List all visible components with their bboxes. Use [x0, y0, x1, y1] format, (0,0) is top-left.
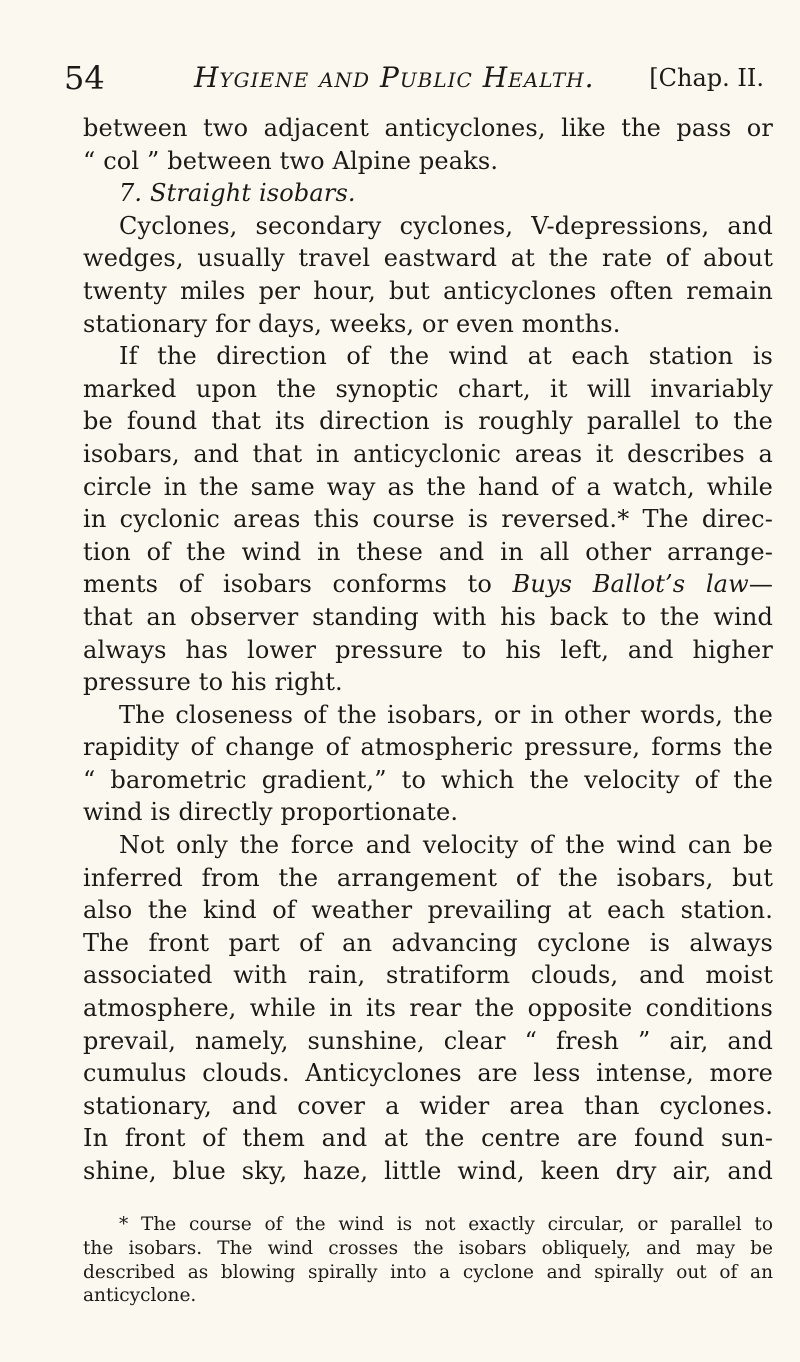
chapter-reference: [Chap. II.: [649, 64, 764, 92]
footnote-line: anticyclone.: [83, 1285, 197, 1307]
text-line: wedges, usually travel eastward at the rate of about: [83, 244, 773, 273]
text-line: prevail, namely, sunshine, clear “ fresh ” air, and: [83, 1026, 773, 1055]
running-title: Hygiene and Public Health.: [194, 61, 595, 94]
footnote: [83, 1213, 773, 1308]
text-line: twenty miles per hour, but anticyclones often remain: [83, 276, 773, 305]
text-line: cumulus clouds. Anticyclones are less intense, more: [83, 1059, 773, 1088]
text-line: Not only the force and velocity of the wind can be: [119, 831, 773, 860]
text-line: that an observer standing with his back to the wind: [83, 602, 773, 631]
text-line: be found that its direction is roughly parallel to the: [83, 407, 773, 436]
section-heading: 7. Straight isobars.: [119, 179, 356, 208]
page-number: 54: [64, 59, 105, 97]
text-line-with-italic-law: ments of isobars conforms to Buys Ballot’s law—: [83, 570, 773, 599]
body-text: [83, 112, 773, 1188]
footnote-line: described as blowing spirally into a cyclone and spirally out of an: [83, 1261, 773, 1283]
text-line: “ barometric gradient,” to which the velocity of the: [83, 765, 773, 794]
text-line: If the direction of the wind at each station is: [119, 342, 773, 371]
text-line: stationary for days, weeks, or even months.: [83, 309, 621, 338]
text-line: The front part of an advancing cyclone is always: [83, 928, 773, 957]
text-line: pressure to his right.: [83, 668, 343, 697]
text-line: The closeness of the isobars, or in other words, the: [119, 700, 773, 729]
page-header: [64, 58, 764, 98]
text-line: shine, blue sky, haze, little wind, keen dry air, and: [83, 1157, 773, 1185]
text-line: associated with rain, stratiform clouds, and moist: [83, 961, 773, 990]
text-line: in cyclonic areas this course is reversed.* The direc-: [83, 505, 773, 534]
footnote-line: the isobars. The wind crosses the isobars obliquely, and may be: [83, 1237, 773, 1259]
text-line: “ col ” between two Alpine peaks.: [83, 146, 499, 175]
text-line: isobars, and that in anticyclonic areas it describes a: [83, 439, 773, 468]
text-line: In front of them and at the centre are found sun-: [83, 1124, 773, 1153]
text-line: Cyclones, secondary cyclones, V-depressions, and: [119, 211, 773, 240]
text-line: circle in the same way as the hand of a watch, while: [83, 472, 773, 501]
text-line: atmosphere, while in its rear the opposite conditions: [83, 994, 773, 1023]
text-line: always has lower pressure to his left, and higher: [83, 635, 773, 664]
law-name: Buys Ballot’s law: [512, 570, 749, 599]
text-line: wind is directly proportionate.: [83, 798, 459, 827]
text-line: also the kind of weather prevailing at each station.: [83, 896, 773, 925]
text-line: marked upon the synoptic chart, it will invariably: [83, 374, 773, 403]
footnote-line: * The course of the wind is not exactly circular, or parallel to: [119, 1214, 773, 1235]
text-line: tion of the wind in these and in all other arrange-: [83, 537, 773, 566]
text-line: between two adjacent anticyclones, like the pass or: [83, 114, 773, 142]
text-line: inferred from the arrangement of the isobars, but: [83, 863, 773, 892]
text-line: stationary, and cover a wider area than cyclones.: [83, 1091, 773, 1120]
text-line: rapidity of change of atmospheric pressure, forms the: [83, 733, 773, 762]
